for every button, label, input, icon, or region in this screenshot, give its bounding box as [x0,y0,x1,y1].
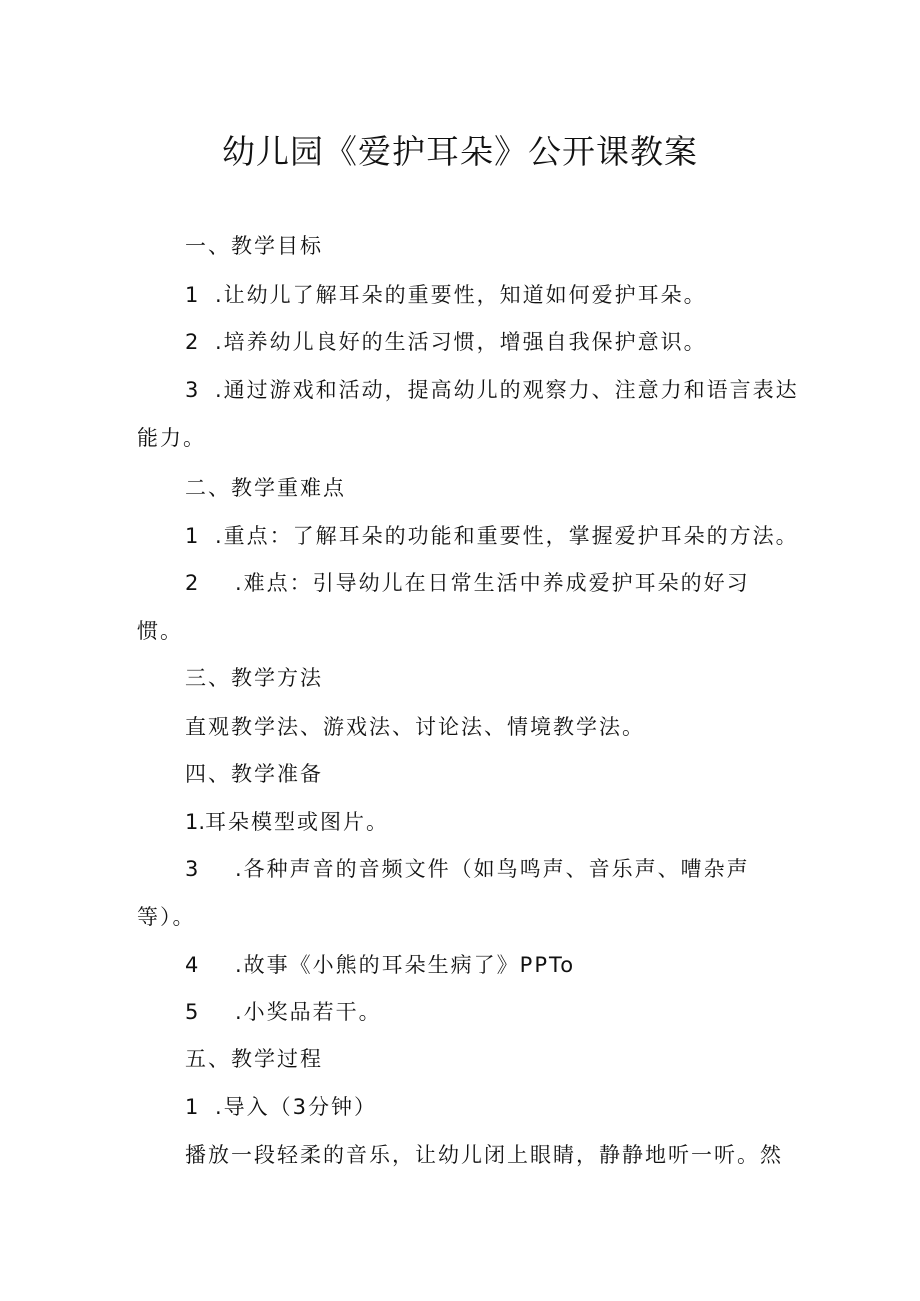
list-item-text: .故事《小熊的耳朵生病了》PPTo [235,953,576,977]
list-item-number: 1. [185,810,206,834]
list-item-text: 耳朵模型或图片。 [205,810,390,834]
list-item-number: 1 [185,1095,199,1119]
section-heading-teaching-methods: 三、教学方法 [185,666,323,690]
section-heading-key-points: 二、教学重难点 [185,476,346,500]
list-item [185,279,707,309]
list-item-text: .让幼儿了解耳朵的重要性，知道如何爱护耳朵。 [215,283,707,307]
section-heading-teaching-preparation: 四、教学准备 [185,762,323,786]
list-item-continuation: 惯。 [137,619,183,643]
list-item [185,996,382,1026]
list-item-text: .通过游戏和活动，提高幼儿的观察力、注意力和语言表达 [215,378,799,402]
list-item-text: .小奖品若干。 [235,1000,382,1024]
list-item-number: 3 [185,378,199,402]
document-title: 幼儿园《爱护耳朵》公开课教案 [222,132,698,171]
list-item-number: 2 [185,330,199,354]
list-item-continuation: 能力。 [137,426,206,450]
list-item-number: 3 [185,857,199,881]
paragraph: 播放一段轻柔的音乐，让幼儿闭上眼睛，静静地听一听。然 [185,1143,783,1167]
list-item [185,949,575,979]
list-item-number: 1 [185,283,199,307]
list-item [185,326,707,356]
list-item-number: 2 [185,571,199,595]
list-item-number: 4 [185,953,199,977]
list-item-text: .难点：引导幼儿在日常生活中养成爱护耳朵的好习 [235,571,750,595]
list-item-continuation: 等）。 [137,905,196,929]
list-item [185,567,750,597]
list-item-number: 5 [185,1000,199,1024]
list-item [185,1091,377,1121]
list-item-text: .导入（3分钟） [215,1095,378,1119]
list-item [185,520,799,550]
paragraph: 直观教学法、游戏法、讨论法、情境教学法。 [185,715,645,739]
list-item-text: .培养幼儿良好的生活习惯，增强自我保护意识。 [215,330,707,354]
list-item-text: .重点：了解耳朵的功能和重要性，掌握爱护耳朵的方法。 [215,524,799,548]
section-heading-teaching-process: 五、教学过程 [185,1047,323,1071]
list-item [185,806,389,836]
list-item [185,374,799,404]
list-item-number: 1 [185,524,199,548]
list-item-text: .各种声音的音频文件（如鸟鸣声、音乐声、嘈杂声 [235,857,750,881]
section-heading-teaching-goals: 一、教学目标 [185,234,323,258]
list-item [185,853,750,883]
